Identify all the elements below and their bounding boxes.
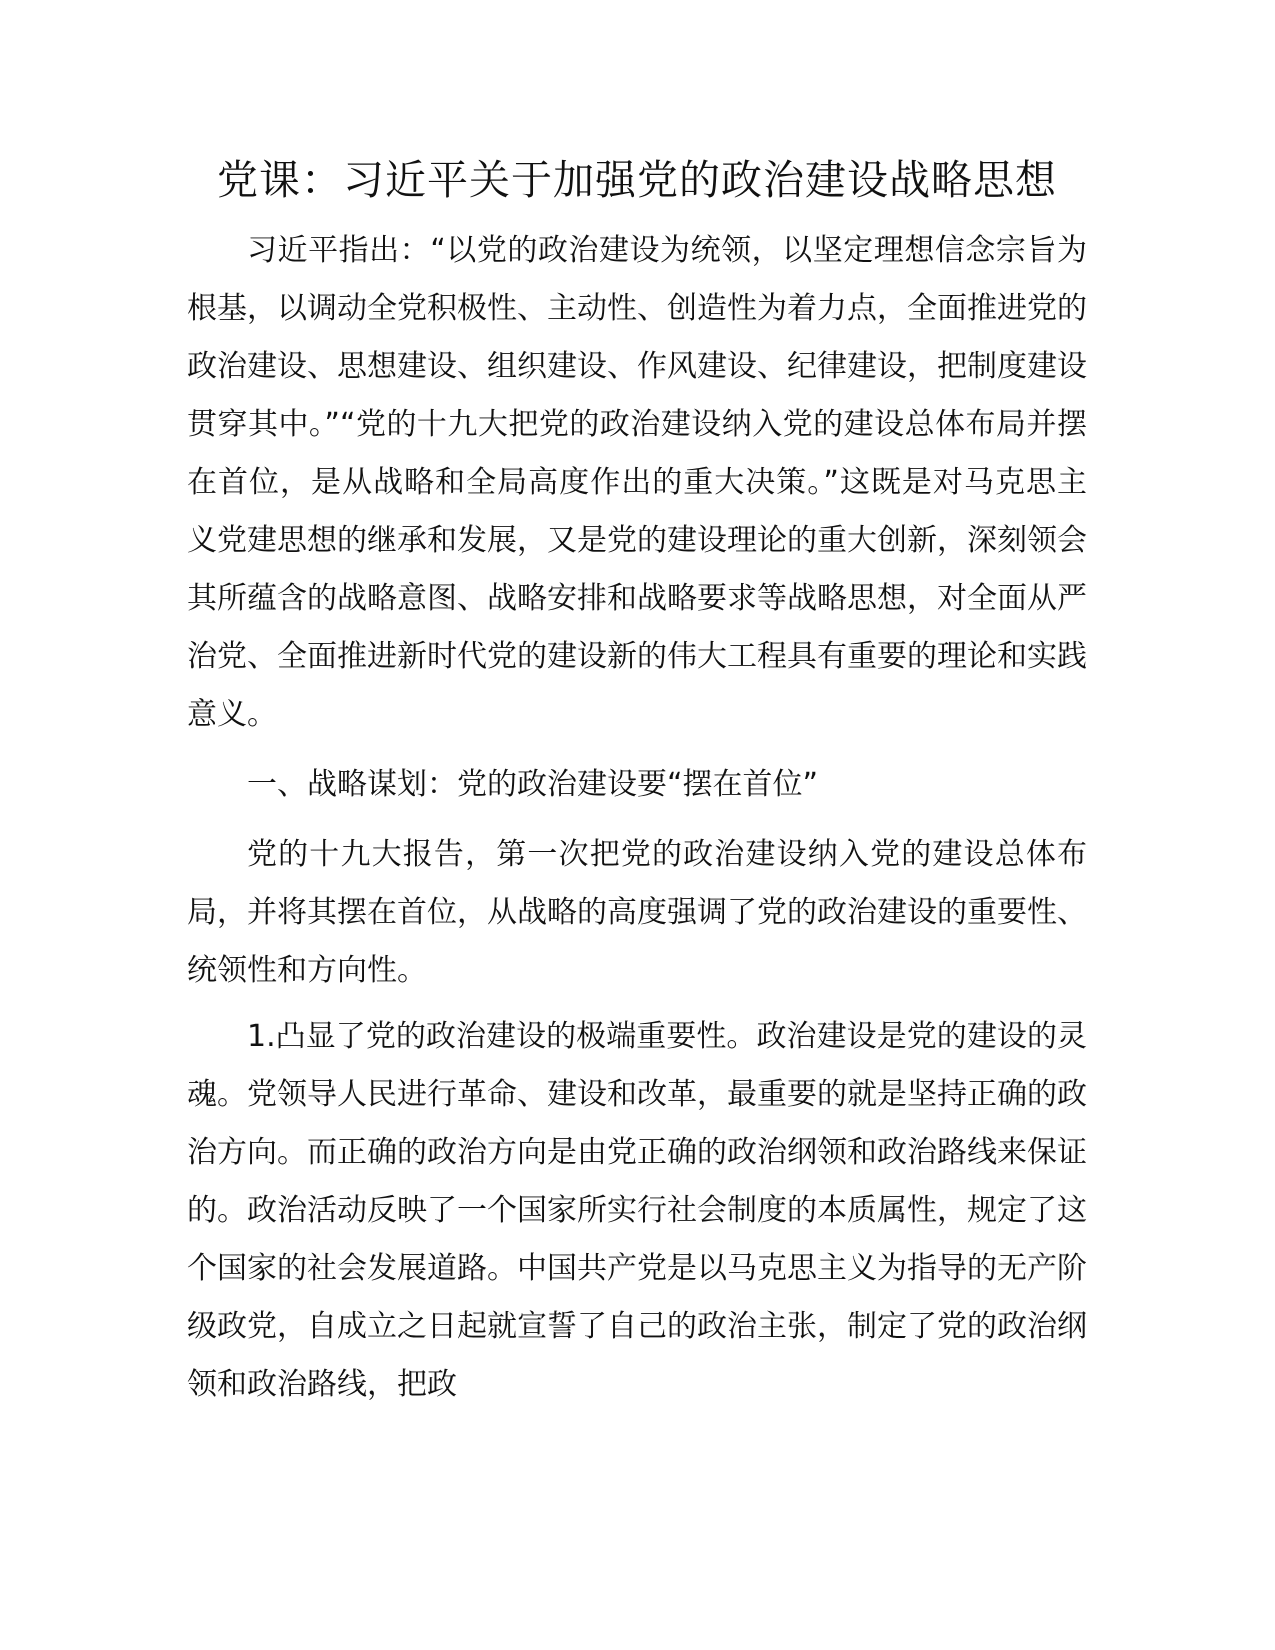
document-page [187, 148, 1087, 1414]
section-heading: 一、战略谋划：党的政治建设要“摆在首位” [247, 767, 819, 802]
document-title: 党课：习近平关于加强党的政治建设战略思想 [217, 156, 1057, 204]
intro-paragraph: 习近平指出：“以党的政治建设为统领，以坚定理想信念宗旨为根基，以调动全党积极性、主动性、创造性为着力点，全面推进党的政治建设、思想建设、组织建设、作风建设、纪律建设，把制度建设贯穿其中。”“党的十九大把党的政治建设纳入党的建设总体布局并摆在首位，是从战略和全局高度作出的重大决策。”这既是对马克思主义党建思想的继承和发展，又是党的建设理论的重大创新，深刻领会其所蕴含的战略意图、战略安排和战略要求等战略思想，对全面从严治党、全面推进新时代党的建设新的伟大工程具有重要的理论和实践意义。 [187, 233, 1087, 732]
body-paragraph: 党的十九大报告，第一次把党的政治建设纳入党的建设总体布局，并将其摆在首位，从战略的高度强调了党的政治建设的重要性、统领性和方向性。 [187, 837, 1087, 988]
body-paragraph: 1.凸显了党的政治建设的极端重要性。政治建设是党的建设的灵魂。党领导人民进行革命、建设和改革，最重要的就是坚持正确的政治方向。而正确的政治方向是由党正确的政治纲领和政治路线来保证的。政治活动反映了一个国家所实行社会制度的本质属性，规定了这个国家的社会发展道路。中国共产党是以马克思主义为指导的无产阶级政党，自成立之日起就宣誓了自己的政治主张，制定了党的政治纲领和政治路线，把政 [187, 1019, 1087, 1402]
